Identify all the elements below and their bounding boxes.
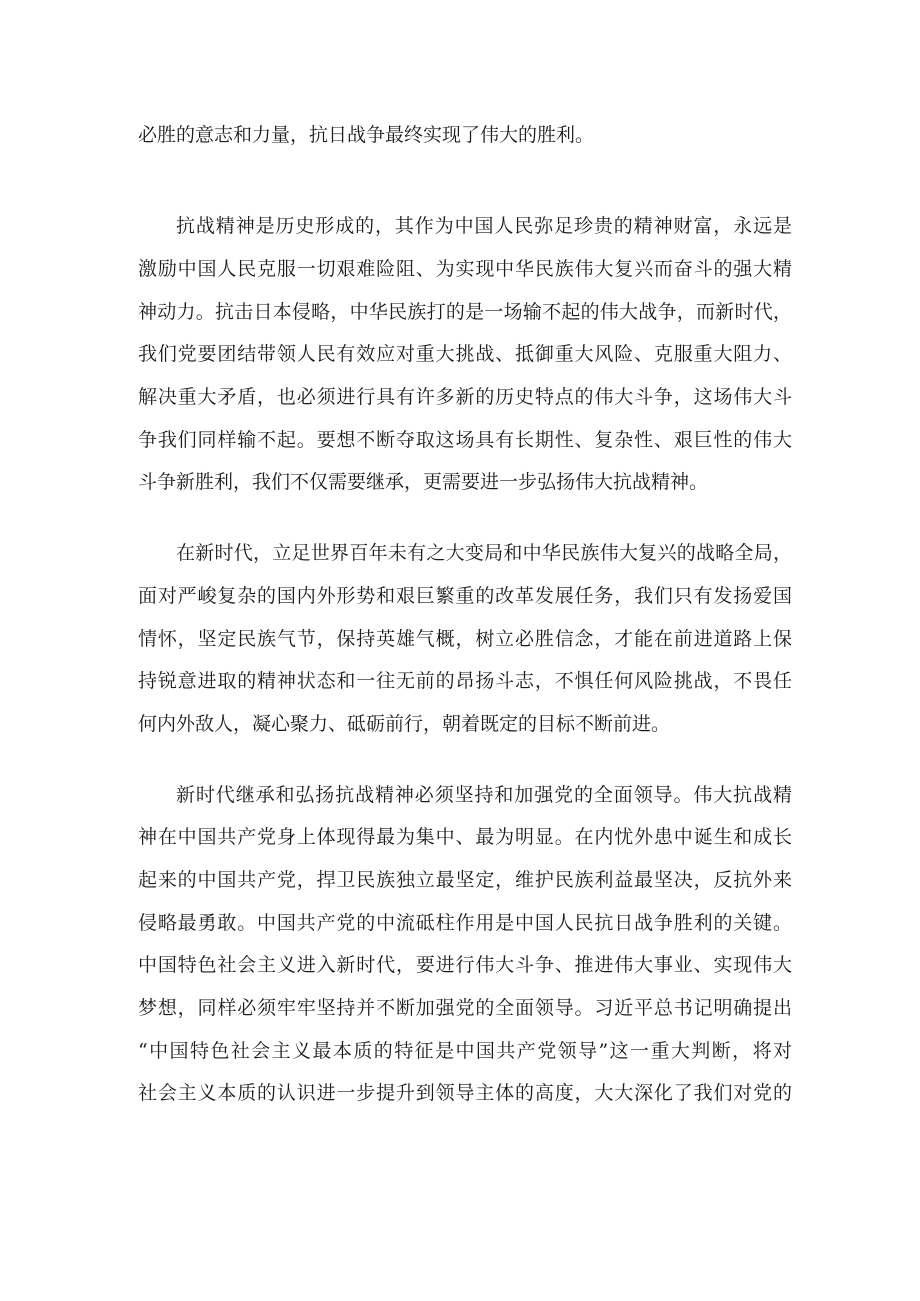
paragraph-2-line-7: 斗争新胜利，我们不仅需要继承，更需要进一步弘扬伟大抗战精神。 bbox=[138, 471, 709, 493]
paragraph-2-line-4: 我们党要团结带领人民有效应对重大挑战、抵御重大风险、克服重大阻力、 bbox=[138, 343, 792, 365]
paragraph-4-line-1: 新时代继承和弘扬抗战精神必须坚持和加强党的全面领导。伟大抗战精 bbox=[176, 784, 792, 806]
paragraph-4-line-3: 起来的中国共产党，捍卫民族独立最坚定，维护民族利益最坚决，反抗外来 bbox=[138, 869, 792, 891]
paragraph-2-line-2: 激励中国人民克服一切艰难险阻、为实现中华民族伟大复兴而奋斗的强大精 bbox=[138, 258, 792, 280]
paragraph-3-line-2: 面对严峻复杂的国内外形势和艰巨繁重的改革发展任务，我们只有发扬爱国 bbox=[138, 585, 792, 607]
paragraph-4-line-5: 中国特色社会主义进入新时代，要进行伟大斗争、推进伟大事业、实现伟大 bbox=[138, 954, 792, 976]
paragraph-4-line-7: “中国特色社会主义最本质的特征是中国共产党领导”这一重大判断，将对 bbox=[138, 1040, 792, 1062]
paragraph-4-line-4: 侵略最勇敢。中国共产党的中流砥柱作用是中国人民抗日战争胜利的关键。 bbox=[138, 912, 792, 934]
paragraph-2-line-1: 抗战精神是历史形成的，其作为中国人民弥足珍贵的精神财富，永远是 bbox=[176, 215, 792, 237]
paragraph-3-line-3: 情怀，坚定民族气节，保持英雄气概，树立必胜信念，才能在前进道路上保 bbox=[138, 628, 792, 650]
paragraph-4-line-6: 梦想，同样必须牢牢坚持并不断加强党的全面领导。习近平总书记明确提出 bbox=[138, 997, 792, 1019]
paragraph-4-line-2: 神在中国共产党身上体现得最为集中、最为明显。在内忧外患中诞生和成长 bbox=[138, 826, 792, 848]
paragraph-2-line-5: 解决重大矛盾，也必须进行具有许多新的历史特点的伟大斗争，这场伟大斗 bbox=[138, 386, 792, 408]
paragraph-2-line-3: 神动力。抗击日本侵略，中华民族打的是一场输不起的伟大战争，而新时代， bbox=[138, 301, 792, 323]
paragraph-2-line-6: 争我们同样输不起。要想不断夺取这场具有长期性、复杂性、艰巨性的伟大 bbox=[138, 429, 792, 451]
paragraph-1-line-1: 必胜的意志和力量，抗日战争最终实现了伟大的胜利。 bbox=[138, 124, 595, 146]
paragraph-3-line-1: 在新时代，立足世界百年未有之大变局和中华民族伟大复兴的战略全局， bbox=[176, 542, 792, 564]
paragraph-3-line-4: 持锐意进取的精神状态和一往无前的昂扬斗志，不惧任何风险挑战，不畏任 bbox=[138, 670, 792, 692]
paragraph-4-line-8: 社会主义本质的认识进一步提升到领导主体的高度，大大深化了我们对党的 bbox=[138, 1082, 792, 1104]
paragraph-3-line-5: 何内外敌人，凝心聚力、砥砺前行，朝着既定的目标不断前进。 bbox=[138, 713, 671, 735]
